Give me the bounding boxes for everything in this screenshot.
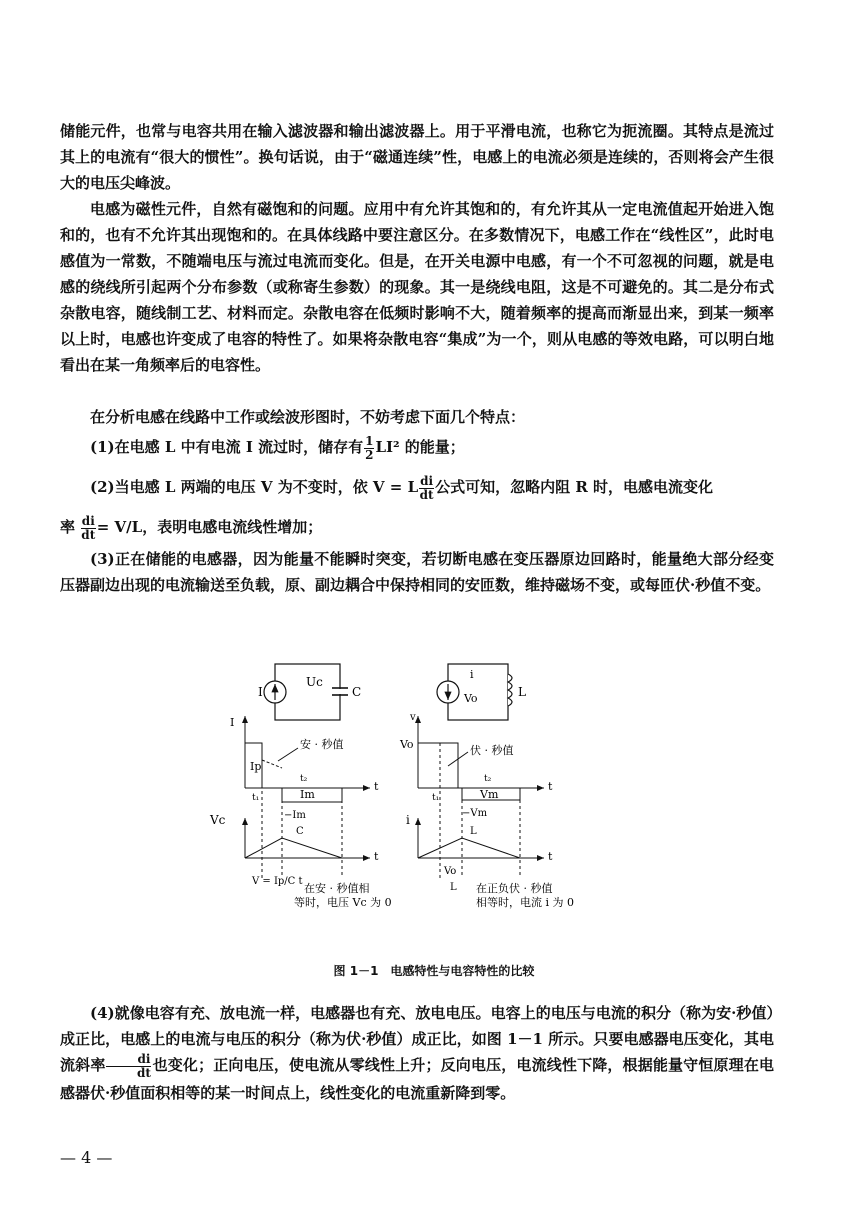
- right-note-1: 在正负伏 · 秒值: [476, 882, 553, 895]
- capacitor-circuit: [264, 664, 348, 720]
- vm-label: Vm: [480, 788, 499, 801]
- figure-caption: 图 1－1 电感特性与电容特性的比较: [333, 964, 535, 978]
- paragraph-4-text-b: 也变化；正向电压，使电流从零线性上升；反向电压，电流线性下降，根据能量守恒原理在电感器伏·秒值面积相等的某一时间点上，线性变化的电流重新降到零。: [60, 1056, 774, 1102]
- paragraph-1: [60, 118, 774, 196]
- fraction-di-dt: [419, 475, 434, 502]
- left-y-axis-top: I: [230, 716, 235, 729]
- right-note-2: 相等时，电流 i 为 0: [476, 896, 575, 909]
- list-item-1: [60, 434, 804, 462]
- right-y-axis-bottom: i: [406, 813, 410, 827]
- v-rise-label: V = Ip/C t: [252, 876, 303, 887]
- paragraph-2: [60, 196, 774, 378]
- frac-den: dt: [81, 527, 96, 542]
- i-fall-numerator: −Vm: [462, 808, 488, 819]
- left-note-1: 在安 · 秒值相: [304, 882, 370, 895]
- frac-den: dt: [136, 1065, 151, 1080]
- page-number: — 4 —: [60, 1148, 113, 1167]
- right-t-axis: t: [548, 780, 553, 793]
- i-rise-denominator: L: [450, 882, 457, 893]
- item2b-pre: 率: [60, 518, 76, 536]
- left-t2-label: t₂: [300, 774, 308, 784]
- voltage-source-label: Vo: [464, 692, 478, 705]
- v-fall-denominator: C: [296, 826, 304, 837]
- left-t1-label: t₁: [252, 793, 260, 803]
- frac-den: dt: [419, 487, 434, 502]
- item3-text: (3)正在储能的电感器，因为能量不能瞬时突变，若切断电感在变压器原边回路时，能量绝大部分经变压器副边出现的电流输送至负载，原、副边耦合中保持相同的安匝数，维持磁场不变，或每匝伏·秒值不变。: [60, 550, 774, 594]
- item2-post: 公式可知，忽略内阻 R 时，电感电流变化: [435, 478, 714, 496]
- list-item-2-continued: [60, 514, 774, 542]
- vo-label: Vo: [400, 738, 414, 751]
- ip-label: Ip: [250, 760, 262, 773]
- frac-num: di: [420, 473, 434, 488]
- volt-second-label: 伏 · 秒值: [470, 744, 514, 757]
- figure-1-1: [200, 648, 600, 928]
- frac-num: di: [106, 1053, 151, 1067]
- i-fall-denominator: L: [470, 826, 477, 837]
- fraction-half: [364, 435, 374, 462]
- inductor-current-label: i: [470, 668, 474, 681]
- right-t-axis-lower: t: [548, 850, 553, 863]
- right-t1-label: t₁: [432, 793, 440, 803]
- paragraph-4-text-a: (4)就像电容有充、放电流一样，电感器也有充、放电电压。电容上的电压与电流的积分（称为安·秒值）成正比，电感上的电流与电压的积分（称为伏·秒值）成正比，如图 1－1 所示。只要电感器电压变化，其电流斜率: [60, 1004, 774, 1074]
- item2b-post: = V/L，表明电感电流线性增加；: [96, 518, 323, 536]
- left-note-2: 等时，电压 Vc 为 0: [294, 896, 392, 909]
- fraction-di-dt: [81, 515, 96, 542]
- left-t-axis-lower: t: [374, 850, 379, 863]
- list-item-2: [60, 474, 804, 502]
- capacitor-label: C: [352, 685, 362, 699]
- inductor-label: L: [518, 685, 526, 699]
- paragraph-3-text: 在分析电感在线路中工作或绘波形图时，不妨考虑下面几个特点：: [90, 408, 526, 426]
- left-t-axis: t: [374, 780, 379, 793]
- left-voltage-plot: [245, 743, 370, 878]
- right-y-axis-top: v: [410, 712, 416, 723]
- paragraph-4: [60, 1000, 774, 1106]
- im-label: Im: [300, 788, 315, 801]
- paragraph-3: [60, 404, 774, 430]
- fraction-di-dt: [106, 1053, 151, 1080]
- right-t2-label: t₂: [484, 774, 492, 784]
- paragraph-1-text: 储能元件，也常与电容共用在输入滤波器和输出滤波器上。用于平滑电流，也称它为扼流圈。其特点是流过其上的电流有“很大的惯性”。换句话说，由于“磁通连续”性，电感上的电流必须是连续的，否则将会产生很大的电压尖峰波。: [60, 122, 774, 192]
- frac-den: 2: [365, 447, 374, 462]
- frac-num: di: [81, 513, 95, 528]
- amp-second-label: 安 · 秒值: [300, 738, 344, 751]
- item1-pre: (1)在电感 L 中有电流 I 流过时，储存有: [90, 438, 364, 456]
- cap-voltage-label: Uc: [306, 675, 323, 689]
- current-source-label: I: [258, 685, 263, 699]
- i-rise-numerator: Vo: [444, 866, 457, 877]
- left-y-axis-bottom: Vc: [210, 813, 226, 827]
- item2-pre: (2)当电感 L 两端的电压 V 为不变时，依 V = L: [90, 478, 419, 496]
- paragraph-2-text: 电感为磁性元件，自然有磁饱和的问题。应用中有允许其饱和的，有允许其从一定电流值起开始进入饱和的，也有不允许其出现饱和的。在具体线路中要注意区分。在多数情况下，电感工作在“线性区”，此时电感值为一常数，不随端电压与流过电流而变化。但是，在开关电源中电感，有一个不可忽视的问题，就是电感的绕线所引起两个分布参数（或称寄生参数）的现象。其一是绕线电阻，这是不可避免的。其二是分布式杂散电容，随线制工艺、材料而定。杂散电容在低频时影响不大，随着频率的提高而渐显出来，到某一频率以上时，电感也许变成了电容的特性了。如果将杂散电容“集成”为一个，则从电感的等效电路，可以明白地看出在某一角频率后的电容性。: [60, 200, 774, 374]
- item1-post: LI² 的能量；: [375, 438, 465, 456]
- list-item-3: [60, 546, 774, 598]
- v-fall-numerator: −Im: [284, 810, 306, 821]
- frac-num: 1: [365, 433, 374, 448]
